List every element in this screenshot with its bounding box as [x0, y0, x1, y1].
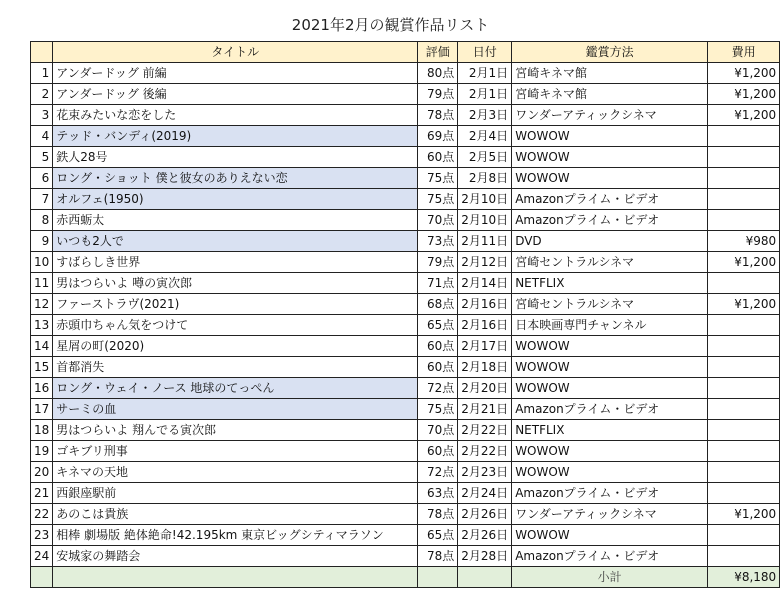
date-cell[interactable]: 2月23日 — [458, 462, 512, 483]
table-row — [31, 462, 780, 483]
title-cell[interactable]: あのこは貴族 — [53, 504, 418, 525]
cost-cell[interactable]: ¥1,200 — [708, 504, 780, 525]
title-cell[interactable]: 西銀座駅前 — [53, 483, 418, 504]
rating-cell[interactable]: 78点 — [418, 105, 458, 126]
rating-cell[interactable]: 70点 — [418, 210, 458, 231]
cost-cell[interactable] — [708, 420, 780, 441]
date-cell[interactable]: 2月28日 — [458, 546, 512, 567]
subtotal-row — [31, 567, 780, 588]
rating-cell[interactable]: 75点 — [418, 399, 458, 420]
rating-cell[interactable]: 75点 — [418, 168, 458, 189]
row-number[interactable]: 2 — [31, 84, 53, 105]
table-row — [31, 126, 780, 147]
table-row — [31, 315, 780, 336]
title-cell[interactable]: 鉄人28号 — [53, 147, 418, 168]
cost-cell[interactable] — [708, 525, 780, 546]
viewing-list-table — [30, 41, 780, 588]
method-cell[interactable]: WOWOW — [512, 357, 708, 378]
title-cell[interactable]: サーミの血 — [53, 399, 418, 420]
date-cell[interactable]: 2月3日 — [458, 105, 512, 126]
title-cell[interactable]: ロング・ショット 僕と彼女のありえない恋 — [53, 168, 418, 189]
date-cell[interactable]: 2月11日 — [458, 231, 512, 252]
method-cell[interactable]: Amazonプライム・ビデオ — [512, 483, 708, 504]
title-cell[interactable]: アンダードッグ 後編 — [53, 84, 418, 105]
row-number[interactable]: 3 — [31, 105, 53, 126]
method-cell[interactable]: Amazonプライム・ビデオ — [512, 189, 708, 210]
table-row — [31, 84, 780, 105]
date-cell[interactable]: 2月22日 — [458, 441, 512, 462]
title-cell[interactable]: 赤頭巾ちゃん気をつけて — [53, 315, 418, 336]
date-cell[interactable]: 2月10日 — [458, 189, 512, 210]
cost-cell[interactable]: ¥1,200 — [708, 105, 780, 126]
cost-cell[interactable] — [708, 336, 780, 357]
subtotal-cell-title[interactable] — [53, 567, 418, 588]
date-cell[interactable]: 2月5日 — [458, 147, 512, 168]
rating-cell[interactable]: 72点 — [418, 462, 458, 483]
method-cell[interactable]: 宮崎キネマ館 — [512, 63, 708, 84]
method-cell[interactable]: Amazonプライム・ビデオ — [512, 210, 708, 231]
column-header-cost[interactable]: 費用 — [708, 42, 780, 63]
title-cell[interactable]: ゴキブリ刑事 — [53, 441, 418, 462]
title-cell[interactable]: テッド・バンディ(2019) — [53, 126, 418, 147]
row-number[interactable]: 1 — [31, 63, 53, 84]
title-cell[interactable]: ロング・ウェイ・ノース 地球のてっぺん — [53, 378, 418, 399]
date-cell[interactable]: 2月16日 — [458, 315, 512, 336]
method-cell[interactable]: DVD — [512, 231, 708, 252]
title-cell[interactable]: キネマの天地 — [53, 462, 418, 483]
cost-cell[interactable] — [708, 189, 780, 210]
row-number[interactable]: 7 — [31, 189, 53, 210]
title-cell[interactable]: すばらしき世界 — [53, 252, 418, 273]
table-row — [31, 294, 780, 315]
method-cell[interactable]: ワンダーアティックシネマ — [512, 504, 708, 525]
table-row — [31, 420, 780, 441]
date-cell[interactable]: 2月22日 — [458, 420, 512, 441]
cost-cell[interactable]: ¥1,200 — [708, 63, 780, 84]
title-cell[interactable]: 男はつらいよ 翔んでる寅次郎 — [53, 420, 418, 441]
table-row — [31, 252, 780, 273]
rating-cell[interactable]: 79点 — [418, 252, 458, 273]
row-number[interactable]: 23 — [31, 525, 53, 546]
method-cell[interactable]: Amazonプライム・ビデオ — [512, 399, 708, 420]
row-number[interactable]: 11 — [31, 273, 53, 294]
row-number[interactable]: 14 — [31, 336, 53, 357]
cost-cell[interactable] — [708, 273, 780, 294]
cost-cell[interactable]: ¥1,200 — [708, 294, 780, 315]
cost-cell[interactable] — [708, 126, 780, 147]
date-cell[interactable]: 2月18日 — [458, 357, 512, 378]
method-cell[interactable]: NETFLIX — [512, 273, 708, 294]
method-cell[interactable]: 宮崎キネマ館 — [512, 84, 708, 105]
table-row — [31, 231, 780, 252]
table-row — [31, 483, 780, 504]
subtotal-label[interactable]: 小計 — [512, 567, 708, 588]
row-number[interactable]: 13 — [31, 315, 53, 336]
title-cell[interactable]: 相棒 劇場版 絶体絶命!42.195km 東京ビッグシティマラソン — [53, 525, 418, 546]
rating-cell[interactable]: 70点 — [418, 420, 458, 441]
date-cell[interactable]: 2月20日 — [458, 378, 512, 399]
column-header-title[interactable]: タイトル — [53, 42, 418, 63]
table-row — [31, 336, 780, 357]
title-cell[interactable]: 首都消失 — [53, 357, 418, 378]
method-cell[interactable]: WOWOW — [512, 147, 708, 168]
row-number[interactable]: 20 — [31, 462, 53, 483]
rating-cell[interactable]: 75点 — [418, 189, 458, 210]
column-header-rating[interactable]: 評価 — [418, 42, 458, 63]
rating-cell[interactable]: 71点 — [418, 273, 458, 294]
page-title: 2021年2月の観賞作品リスト — [291, 16, 490, 34]
cost-cell[interactable]: ¥1,200 — [708, 252, 780, 273]
method-cell[interactable]: WOWOW — [512, 336, 708, 357]
row-number[interactable]: 4 — [31, 126, 53, 147]
row-number[interactable]: 12 — [31, 294, 53, 315]
cost-cell[interactable] — [708, 378, 780, 399]
table-row — [31, 189, 780, 210]
subtotal-cell-date[interactable] — [458, 567, 512, 588]
rating-cell[interactable]: 80点 — [418, 63, 458, 84]
table-row — [31, 441, 780, 462]
date-cell[interactable]: 2月24日 — [458, 483, 512, 504]
row-number[interactable]: 10 — [31, 252, 53, 273]
date-cell[interactable]: 2月8日 — [458, 168, 512, 189]
date-cell[interactable]: 2月14日 — [458, 273, 512, 294]
subtotal-cell-rating[interactable] — [418, 567, 458, 588]
subtotal-value[interactable]: ¥8,180 — [708, 567, 780, 588]
table-row — [31, 504, 780, 525]
row-number[interactable]: 8 — [31, 210, 53, 231]
row-number[interactable]: 5 — [31, 147, 53, 168]
cost-cell[interactable] — [708, 462, 780, 483]
method-cell[interactable]: WOWOW — [512, 462, 708, 483]
cost-cell[interactable]: ¥1,200 — [708, 84, 780, 105]
subtotal-cell-no[interactable] — [31, 567, 53, 588]
cost-cell[interactable] — [708, 210, 780, 231]
rating-cell[interactable]: 68点 — [418, 294, 458, 315]
date-cell[interactable]: 2月21日 — [458, 399, 512, 420]
date-cell[interactable]: 2月17日 — [458, 336, 512, 357]
method-cell[interactable]: WOWOW — [512, 168, 708, 189]
cost-cell[interactable]: ¥980 — [708, 231, 780, 252]
rating-cell[interactable]: 60点 — [418, 336, 458, 357]
row-number[interactable]: 6 — [31, 168, 53, 189]
rating-cell[interactable]: 79点 — [418, 84, 458, 105]
rating-cell[interactable]: 69点 — [418, 126, 458, 147]
title-cell[interactable]: 安城家の舞踏会 — [53, 546, 418, 567]
date-cell[interactable]: 2月1日 — [458, 63, 512, 84]
cost-cell[interactable] — [708, 315, 780, 336]
method-cell[interactable]: ワンダーアティックシネマ — [512, 105, 708, 126]
date-cell[interactable]: 2月26日 — [458, 525, 512, 546]
row-number[interactable]: 17 — [31, 399, 53, 420]
date-cell[interactable]: 2月16日 — [458, 294, 512, 315]
rating-cell[interactable]: 60点 — [418, 147, 458, 168]
title-cell[interactable]: 星屑の町(2020) — [53, 336, 418, 357]
column-header-date[interactable]: 日付 — [458, 42, 512, 63]
table-row — [31, 378, 780, 399]
table-row — [31, 546, 780, 567]
title-cell[interactable]: 男はつらいよ 噂の寅次郎 — [53, 273, 418, 294]
cost-cell[interactable] — [708, 357, 780, 378]
row-number[interactable]: 15 — [31, 357, 53, 378]
date-cell[interactable]: 2月4日 — [458, 126, 512, 147]
title-cell[interactable]: オルフェ(1950) — [53, 189, 418, 210]
date-cell[interactable]: 2月26日 — [458, 504, 512, 525]
rating-cell[interactable]: 65点 — [418, 525, 458, 546]
table-row — [31, 147, 780, 168]
table-row — [31, 210, 780, 231]
column-header-method[interactable]: 鑑賞方法 — [512, 42, 708, 63]
header-row — [31, 42, 780, 63]
cost-cell[interactable] — [708, 147, 780, 168]
method-cell[interactable]: Amazonプライム・ビデオ — [512, 546, 708, 567]
method-cell[interactable]: WOWOW — [512, 441, 708, 462]
title-cell[interactable]: ファーストラヴ(2021) — [53, 294, 418, 315]
rating-cell[interactable]: 63点 — [418, 483, 458, 504]
table-row — [31, 105, 780, 126]
method-cell[interactable]: WOWOW — [512, 126, 708, 147]
method-cell[interactable]: NETFLIX — [512, 420, 708, 441]
title-cell[interactable]: いつも2人で — [53, 231, 418, 252]
method-cell[interactable]: WOWOW — [512, 525, 708, 546]
cost-cell[interactable] — [708, 399, 780, 420]
row-number[interactable]: 22 — [31, 504, 53, 525]
rating-cell[interactable]: 60点 — [418, 441, 458, 462]
rating-cell[interactable]: 65点 — [418, 315, 458, 336]
table-row — [31, 399, 780, 420]
column-header-no[interactable] — [31, 42, 53, 63]
method-cell[interactable]: 日本映画専門チャンネル — [512, 315, 708, 336]
title-cell[interactable]: 花束みたいな恋をした — [53, 105, 418, 126]
table-row — [31, 168, 780, 189]
cost-cell[interactable] — [708, 441, 780, 462]
date-cell[interactable]: 2月12日 — [458, 252, 512, 273]
row-number[interactable]: 24 — [31, 546, 53, 567]
date-cell[interactable]: 2月1日 — [458, 84, 512, 105]
table-row — [31, 273, 780, 294]
cost-cell[interactable] — [708, 483, 780, 504]
row-number[interactable]: 18 — [31, 420, 53, 441]
row-number[interactable]: 19 — [31, 441, 53, 462]
rating-cell[interactable]: 78点 — [418, 546, 458, 567]
method-cell[interactable]: WOWOW — [512, 378, 708, 399]
row-number[interactable]: 9 — [31, 231, 53, 252]
title-cell[interactable]: アンダードッグ 前編 — [53, 63, 418, 84]
cost-cell[interactable] — [708, 168, 780, 189]
rating-cell[interactable]: 60点 — [418, 357, 458, 378]
method-cell[interactable]: 宮崎セントラルシネマ — [512, 252, 708, 273]
rating-cell[interactable]: 73点 — [418, 231, 458, 252]
method-cell[interactable]: 宮崎セントラルシネマ — [512, 294, 708, 315]
table-row — [31, 357, 780, 378]
table-row — [31, 525, 780, 546]
table-row — [31, 63, 780, 84]
row-number[interactable]: 21 — [31, 483, 53, 504]
row-number[interactable]: 16 — [31, 378, 53, 399]
title-cell[interactable]: 赤西蛎太 — [53, 210, 418, 231]
cost-cell[interactable] — [708, 546, 780, 567]
date-cell[interactable]: 2月10日 — [458, 210, 512, 231]
rating-cell[interactable]: 72点 — [418, 378, 458, 399]
rating-cell[interactable]: 78点 — [418, 504, 458, 525]
